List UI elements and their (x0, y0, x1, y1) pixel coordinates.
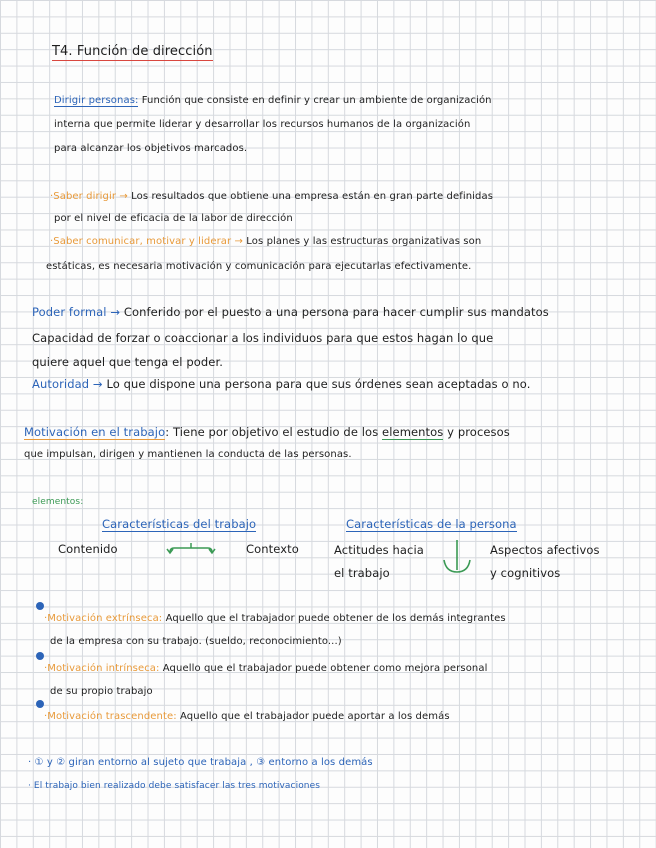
dirigir-line-2: interna que permite liderar y desarrollar los recursos humanos de la organización (54, 119, 471, 130)
col1-left: Contenido (58, 542, 118, 556)
page-title: T4. Función de dirección (52, 44, 213, 59)
col2-right-2: y cognitivos (490, 566, 561, 580)
col2-right-1: Aspectos afectivos (490, 543, 600, 557)
m3-line-1: ·Motivación trascendente: Aquello que el trabajador puede aportar a los demás (44, 711, 450, 722)
dirigir-line-3: para alcanzar los objetivos marcados. (54, 143, 248, 154)
resumen-line-1: · ① y ② giran entorno al sujeto que trabaja , ③ entorno a los demás (28, 757, 373, 768)
m1-line-2: de la empresa con su trabajo. (sueldo, reconocimiento...) (50, 636, 342, 647)
m1-line-1: ·Motivación extrínseca: Aquello que el trabajador puede obtener de los demás integrantes (44, 613, 506, 624)
dirigir-line-1: Dirigir personas: Función que consiste en definir y crear un ambiente de organización (54, 95, 492, 106)
col1-title: Características del trabajo (102, 517, 257, 531)
motivacion-line-1: Motivación en el trabajo: Tiene por objetivo el estudio de los elementos y procesos (24, 425, 510, 439)
elementos-highlight: elementos (382, 425, 444, 439)
col1-right: Contexto (246, 542, 299, 556)
saber-comunicar-line-1: ·Saber comunicar, motivar y liderar → Los planes y las estructuras organizativas son (50, 236, 482, 247)
col2-title: Características de la persona (346, 517, 517, 531)
col2-left-1: Actitudes hacia (334, 543, 424, 557)
autoridad-line: Autoridad → Lo que dispone una persona para que sus órdenes sean aceptadas o no. (32, 377, 531, 391)
motivacion-line-2: que impulsan, dirigen y mantienen la conducta de las personas. (24, 449, 352, 460)
m2-line-1: ·Motivación intrínseca: Aquello que el trabajador puede obtener como mejora personal (44, 663, 488, 674)
col2-left-2: el trabajo (334, 566, 390, 580)
poder-term: Poder formal → (32, 305, 121, 319)
number-1-icon (36, 602, 44, 610)
m1-term: ·Motivación extrínseca: (44, 613, 163, 624)
split-arrow-icon (440, 538, 474, 576)
m3-term: ·Motivación trascendente: (44, 711, 177, 722)
resumen-line-2: · El trabajo bien realizado debe satisfacer las tres motivaciones (28, 781, 321, 791)
saber-dirigir-line-2: por el nivel de eficacia de la labor de dirección (54, 213, 293, 224)
dirigir-term: Dirigir personas: (54, 95, 139, 106)
saber-comunicar-line-2: estáticas, es necesaria motivación y comunicación para ejecutarlas efectivamente. (46, 261, 472, 272)
number-2-icon (36, 652, 44, 660)
number-3-icon (36, 700, 44, 708)
autoridad-term: Autoridad → (32, 377, 103, 391)
double-arrow-icon (166, 540, 216, 556)
m2-line-2: de su propio trabajo (50, 686, 153, 697)
poder-line-1: Poder formal → Conferido por el puesto a una persona para hacer cumplir sus mandatos (32, 305, 549, 319)
saber-comunicar-term: ·Saber comunicar, motivar y liderar → (50, 236, 244, 247)
poder-line-2: Capacidad de forzar o coaccionar a los individuos para que estos hagan lo que (32, 331, 494, 345)
m2-term: ·Motivación intrínseca: (44, 663, 160, 674)
elementos-label: elementos: (32, 497, 84, 507)
saber-dirigir-term: ·Saber dirigir → (50, 191, 128, 202)
saber-dirigir-line-1: ·Saber dirigir → Los resultados que obtiene una empresa están en gran parte definidas (50, 191, 494, 202)
poder-line-3: quiere aquel que tenga el poder. (32, 355, 223, 369)
motivacion-term: Motivación en el trabajo (24, 425, 166, 439)
